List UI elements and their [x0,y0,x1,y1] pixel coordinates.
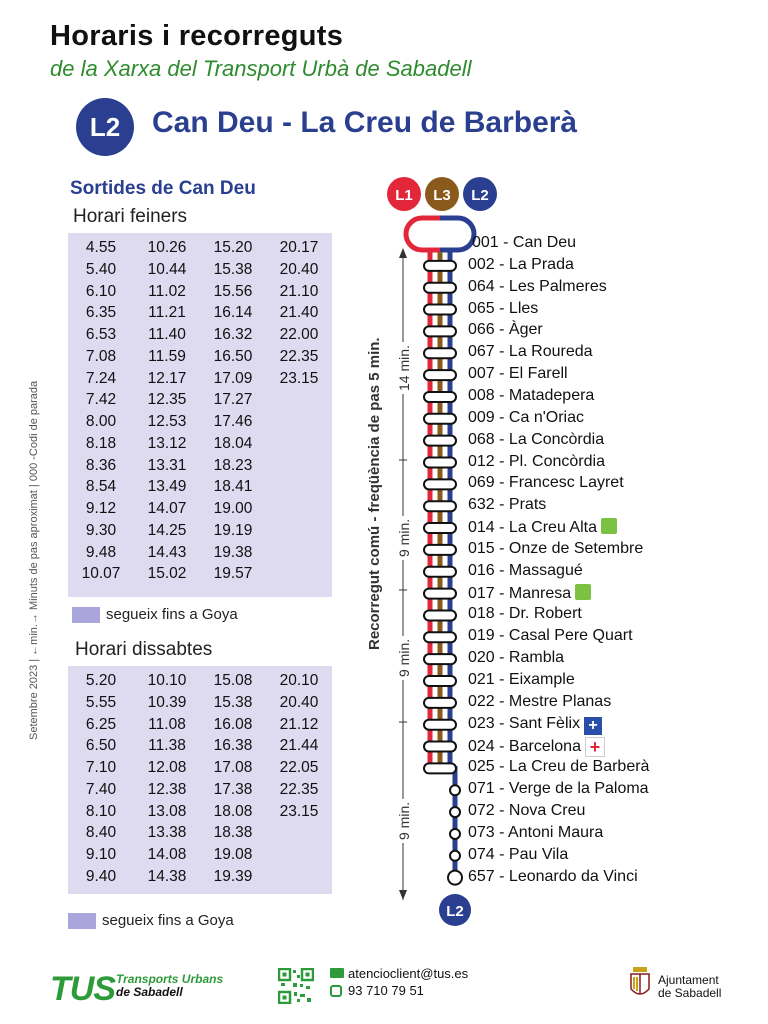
stop-name: Matadepera [508,386,595,404]
stop-item [468,824,603,842]
departure-time: 6.35 [85,304,117,322]
stop-name: Barcelona [508,737,581,755]
stop-name: La Roureda [508,343,593,361]
stop-marker [424,720,456,730]
departure-time: 22.35 [279,347,319,365]
phone-icon [330,985,342,997]
weekday-timetable [68,233,332,597]
stop-marker [450,829,460,839]
stop-marker [424,392,456,402]
departure-time: 11.38 [148,737,186,755]
departure-time: 19.00 [213,500,253,517]
stop-item [468,605,582,623]
stop-item [468,300,538,318]
stop-name: Sant Fèlix [508,714,581,732]
l1-loop [406,218,440,250]
l3-badge-label: L3 [433,187,451,204]
departure-time: 9.12 [85,500,117,517]
stop-name: Rambla [508,649,565,667]
stop-code: 015 [468,539,495,557]
stop-code: 002 [468,255,495,273]
stop-code: 068 [468,430,495,448]
stop-marker [424,348,456,358]
stop-name: Massagué [508,561,583,579]
stop-marker [424,589,456,599]
stop-name: Nova Creu [508,802,586,820]
departure-time: 13.31 [147,456,187,474]
stop-item [468,693,611,711]
stop-code: 007 [468,365,495,383]
stop-code: 657 [468,867,495,885]
stop-marker [424,654,456,664]
departure-time: 20.40 [279,260,319,278]
departure-time: 5.55 [85,693,117,711]
l1-badge-label: L1 [395,187,413,204]
departure-time: 8.54 [85,478,117,496]
route-name: Can Deu - La Creu de Barberà [152,106,578,139]
departure-time: 7.08 [85,347,117,365]
stop-item [468,649,564,667]
stop-code: 069 [468,474,495,492]
stop-item [468,431,604,449]
stop-marker [424,479,456,489]
red-cross-icon: + [585,737,605,757]
stop-separator: - [494,584,509,602]
rail-interchange-icon [601,518,617,534]
departure-time: 12.17 [147,369,187,387]
interval-label: 9 min. [396,636,412,680]
departure-time: 10.26 [147,239,187,256]
stop-name: El Farell [508,365,568,383]
departure-time: 21.40 [279,304,319,322]
stop-item [472,234,576,252]
stop-separator: - [494,649,509,667]
stop-item [468,562,583,580]
stop-code: 017 [468,584,495,602]
stop-item [468,671,575,689]
stop-separator: - [494,561,509,579]
departure-time: 17.46 [213,413,253,430]
weekday-title: Horari feiners [73,206,188,227]
departure-time: 7.42 [85,391,117,409]
departure-time: 14.07 [147,500,187,517]
stop-marker [424,545,456,555]
phone-number[interactable]: 93 710 79 51 [348,983,424,998]
stop-code: 019 [468,627,495,645]
stop-item [468,321,543,339]
departure-time: 21.12 [279,715,319,733]
page-subtitle: de la Xarxa del Transport Urbà de Sabadell [50,56,472,81]
stop-marker [450,851,460,861]
departure-time: 22.05 [266,759,332,777]
stop-name: La Creu de Barberà [508,758,650,776]
stop-code: 065 [468,299,495,317]
departure-time: 8.00 [85,413,117,430]
departure-time: 11.40 [148,326,186,343]
stop-marker [424,742,456,752]
stop-separator: - [494,802,509,820]
stop-separator: - [494,692,509,710]
stop-code: 074 [468,845,495,863]
departure-time: 14.38 [147,867,187,885]
departure-time: 13.38 [147,824,187,842]
stop-separator: - [494,408,509,426]
stop-marker [424,501,456,511]
departure-time: 7.10 [85,759,117,776]
departure-time: 8.10 [85,802,117,820]
stop-code: 014 [468,519,495,537]
stop-separator: - [494,519,509,537]
stop-item [468,474,624,492]
departure-time: 17.08 [213,759,253,776]
stop-item [468,846,568,864]
departure-time: 12.38 [147,780,187,798]
stop-marker [450,807,460,817]
departure-time: 16.50 [213,347,253,365]
departure-time: 20.10 [279,672,319,689]
stop-code: 018 [468,605,495,623]
departure-time: 19.19 [213,521,253,539]
stop-item [468,737,605,757]
stop-item [468,627,633,645]
departure-time: 9.40 [85,867,117,885]
stop-marker [448,871,462,885]
stop-separator: - [494,737,509,755]
stop-name: Prats [508,496,547,514]
departure-time: 19.38 [213,543,253,561]
legend-text: segueix fins a Goya [106,606,238,623]
stop-code: 020 [468,649,495,667]
departure-time: 13.12 [147,434,187,452]
stop-name: Mestre Planas [508,692,612,710]
hospital-blue-cross-icon: + [584,717,602,735]
departure-time: 14.25 [147,521,187,539]
stop-name: La Prada [508,255,574,273]
stop-item [468,584,591,603]
brand-name [116,973,223,999]
stop-item [468,758,649,776]
stop-item [468,409,584,427]
stop-marker [424,698,456,708]
stop-marker [424,261,456,271]
stop-name: Francesc Layret [508,474,624,492]
stop-code: 021 [468,671,495,688]
departure-time: 20.40 [279,693,319,711]
departure-time: 15.38 [213,260,253,278]
stop-separator: - [494,277,509,295]
stop-name: Ca n'Oriac [508,408,584,426]
stop-code: 009 [468,408,495,426]
departure-time: 9.10 [85,846,117,863]
stop-code: 073 [468,823,495,841]
departure-time: 18.04 [213,434,253,452]
stop-item [468,365,568,383]
departure-time: 19.08 [213,846,253,863]
stop-code: 016 [468,561,495,579]
stop-marker [424,326,456,336]
stop-name: Casal Pere Quart [508,627,633,645]
departure-time: 14.08 [147,846,187,863]
stop-separator: - [494,758,509,776]
stop-marker [424,458,456,468]
stop-name: Dr. Robert [508,605,582,623]
departure-time: 16.14 [213,304,253,322]
departure-time: 16.38 [213,737,253,755]
legend-swatch [68,913,96,929]
stop-marker [424,632,456,642]
departure-time: 6.50 [85,737,117,755]
departure-time: 6.53 [85,326,117,343]
departure-time: 13.08 [147,802,187,820]
stop-item [468,518,617,537]
email-link[interactable]: atencioclient@tus.es [348,966,469,981]
stop-item [468,256,574,274]
stop-item [468,496,546,514]
stop-separator: - [494,452,509,470]
council-line2: de Sabadell [658,986,722,1000]
departure-time: 12.08 [147,759,187,776]
departure-time: 19.57 [213,565,253,583]
stop-separator: - [494,605,509,623]
l2-loop [440,218,474,250]
departure-time: 23.15 [266,370,332,388]
departure-time: 11.02 [148,282,186,300]
departure-time: 8.18 [85,434,117,452]
departure-time: 15.20 [213,239,253,256]
common-route-label: Recorregut comú - freqüència de pas 5 min. [366,337,383,650]
stop-separator: - [494,365,509,383]
qr-code-icon [278,968,314,1004]
stop-separator: - [494,386,509,404]
departure-time: 15.02 [147,565,187,583]
stop-code: 067 [468,343,495,361]
legend-text: segueix fins a Goya [102,912,234,929]
stop-separator: - [494,321,509,339]
stop-separator: - [494,255,509,273]
stop-name: Eixample [508,671,575,688]
departure-time: 5.40 [85,260,117,278]
stop-code: 023 [468,714,495,732]
departure-time: 7.24 [85,369,117,387]
stop-separator: - [494,867,509,885]
departure-time: 15.56 [213,282,253,300]
stop-separator: - [494,299,509,317]
stop-separator: - [494,714,509,732]
stop-marker [450,785,460,795]
tus-logo: TUS [50,970,115,1008]
line-badge: L2 [76,98,134,156]
stop-marker [424,523,456,533]
departure-time: 14.43 [147,543,187,561]
stop-name: Àger [508,321,543,339]
departure-time: 10.07 [81,565,121,583]
stop-marker [424,283,456,293]
stop-code: 071 [468,780,495,798]
stop-code: 008 [468,386,495,404]
l2-end-badge-label: L2 [446,903,464,920]
departure-time: 23.15 [266,803,332,821]
stop-item [468,780,649,798]
stop-code: 064 [468,277,495,295]
stop-separator: - [494,671,509,688]
departure-time: 19.39 [213,867,253,885]
stop-marker [424,610,456,620]
stop-marker [424,676,456,686]
departure-time: 6.25 [85,715,117,733]
departure-time: 18.23 [213,456,253,474]
departure-time: 22.00 [279,326,319,343]
rail-interchange-icon [575,584,591,600]
stop-separator: - [494,474,509,492]
stop-code: 066 [468,321,495,339]
stop-separator: - [498,234,513,251]
departure-time: 15.08 [213,672,253,689]
stop-code: 012 [468,452,495,470]
departure-time: 12.35 [147,391,187,409]
stop-item [468,343,593,361]
stop-name: Pl. Concòrdia [508,452,605,470]
stop-code: 024 [468,737,495,755]
stop-name: Can Deu [512,234,577,251]
departure-time: 10.44 [147,260,187,278]
departure-time: 10.39 [147,693,187,711]
departure-time: 4.55 [85,239,117,256]
stop-name: Onze de Setembre [508,539,644,557]
stop-item [468,715,602,735]
departure-time: 7.40 [85,780,117,798]
stop-code: 001 [472,234,499,251]
departure-time: 11.21 [148,304,186,322]
stop-separator: - [494,539,509,557]
stop-separator: - [494,780,509,798]
departure-time: 17.38 [213,780,253,798]
departure-time: 18.08 [213,802,253,820]
stop-marker [424,567,456,577]
departure-time: 21.10 [279,282,319,300]
departure-time: 8.40 [85,824,117,842]
l2-badge-label: L2 [471,187,489,204]
departure-time: 5.20 [85,672,117,689]
departure-time: 20.17 [279,239,319,256]
departure-time: 11.08 [148,715,186,733]
interval-label: 9 min. [396,799,412,843]
departure-time: 10.10 [147,672,187,689]
departures-title: Sortides de Can Deu [70,178,256,199]
stop-marker [424,436,456,446]
departure-time: 16.08 [213,715,253,733]
departure-time: 18.41 [213,478,253,496]
stop-marker [424,763,456,773]
stop-name: Pau Vila [508,845,569,863]
stop-name: Antoni Maura [508,823,604,841]
stop-separator: - [494,496,509,514]
email-icon [330,968,344,978]
departure-time: 17.09 [213,369,253,387]
stop-name: Les Palmeres [508,277,607,295]
bracket-arrow-top [399,248,407,258]
stop-marker [424,414,456,424]
stop-name: Manresa [508,584,572,602]
interval-label: 14 min. [396,342,412,394]
departure-time: 16.32 [213,326,253,343]
bracket-arrow-bottom [399,890,407,900]
stop-separator: - [494,343,509,361]
stop-separator: - [494,627,509,645]
departure-time: 8.36 [85,456,117,474]
departure-time: 11.59 [148,347,186,365]
saturday-title: Horari dissabtes [75,639,213,660]
stop-name: Leonardo da Vinci [508,867,638,885]
departure-time: 18.38 [213,824,253,842]
stop-marker [424,370,456,380]
stop-code: 632 [468,496,495,514]
stop-code: 072 [468,802,495,820]
stop-code: 025 [468,758,495,776]
stop-name: La Concòrdia [508,430,605,448]
brand-line1: Transports Urbans [116,972,224,986]
stop-name: Verge de la Paloma [508,780,649,798]
stop-marker [424,305,456,315]
departure-time: 9.30 [85,521,117,539]
stop-item [468,278,607,296]
stop-item [468,868,638,886]
stop-item [468,540,643,558]
council-crest-icon [628,965,652,1001]
stop-separator: - [494,430,509,448]
departure-time: 9.48 [85,543,117,561]
stop-item [468,802,585,820]
stop-separator: - [494,823,509,841]
council-line1: Ajuntament [658,973,719,987]
stop-item [468,453,605,471]
departure-time: 22.35 [279,780,319,798]
stop-name: Lles [508,299,539,317]
brand-line2: de Sabadell [116,985,183,999]
page-title: Horaris i recorreguts [50,20,344,52]
departure-time: 12.53 [147,413,187,430]
saturday-timetable [68,666,332,894]
stop-code: 022 [468,692,495,710]
departure-time: 15.38 [213,693,253,711]
departure-time: 21.44 [279,737,319,755]
council-name [658,974,721,1000]
stop-separator: - [494,845,509,863]
interval-label: 9 min. [396,516,412,560]
departure-time: 17.27 [213,391,253,409]
side-note: Setembre 2023 | ←min.→ Minuts de pas aproximat | 000 -Codi de parada [28,380,40,740]
departure-time: 6.10 [85,282,117,300]
stop-item [468,387,594,405]
stop-name: La Creu Alta [508,519,597,537]
departure-time: 13.49 [147,478,187,496]
legend-swatch [72,607,100,623]
